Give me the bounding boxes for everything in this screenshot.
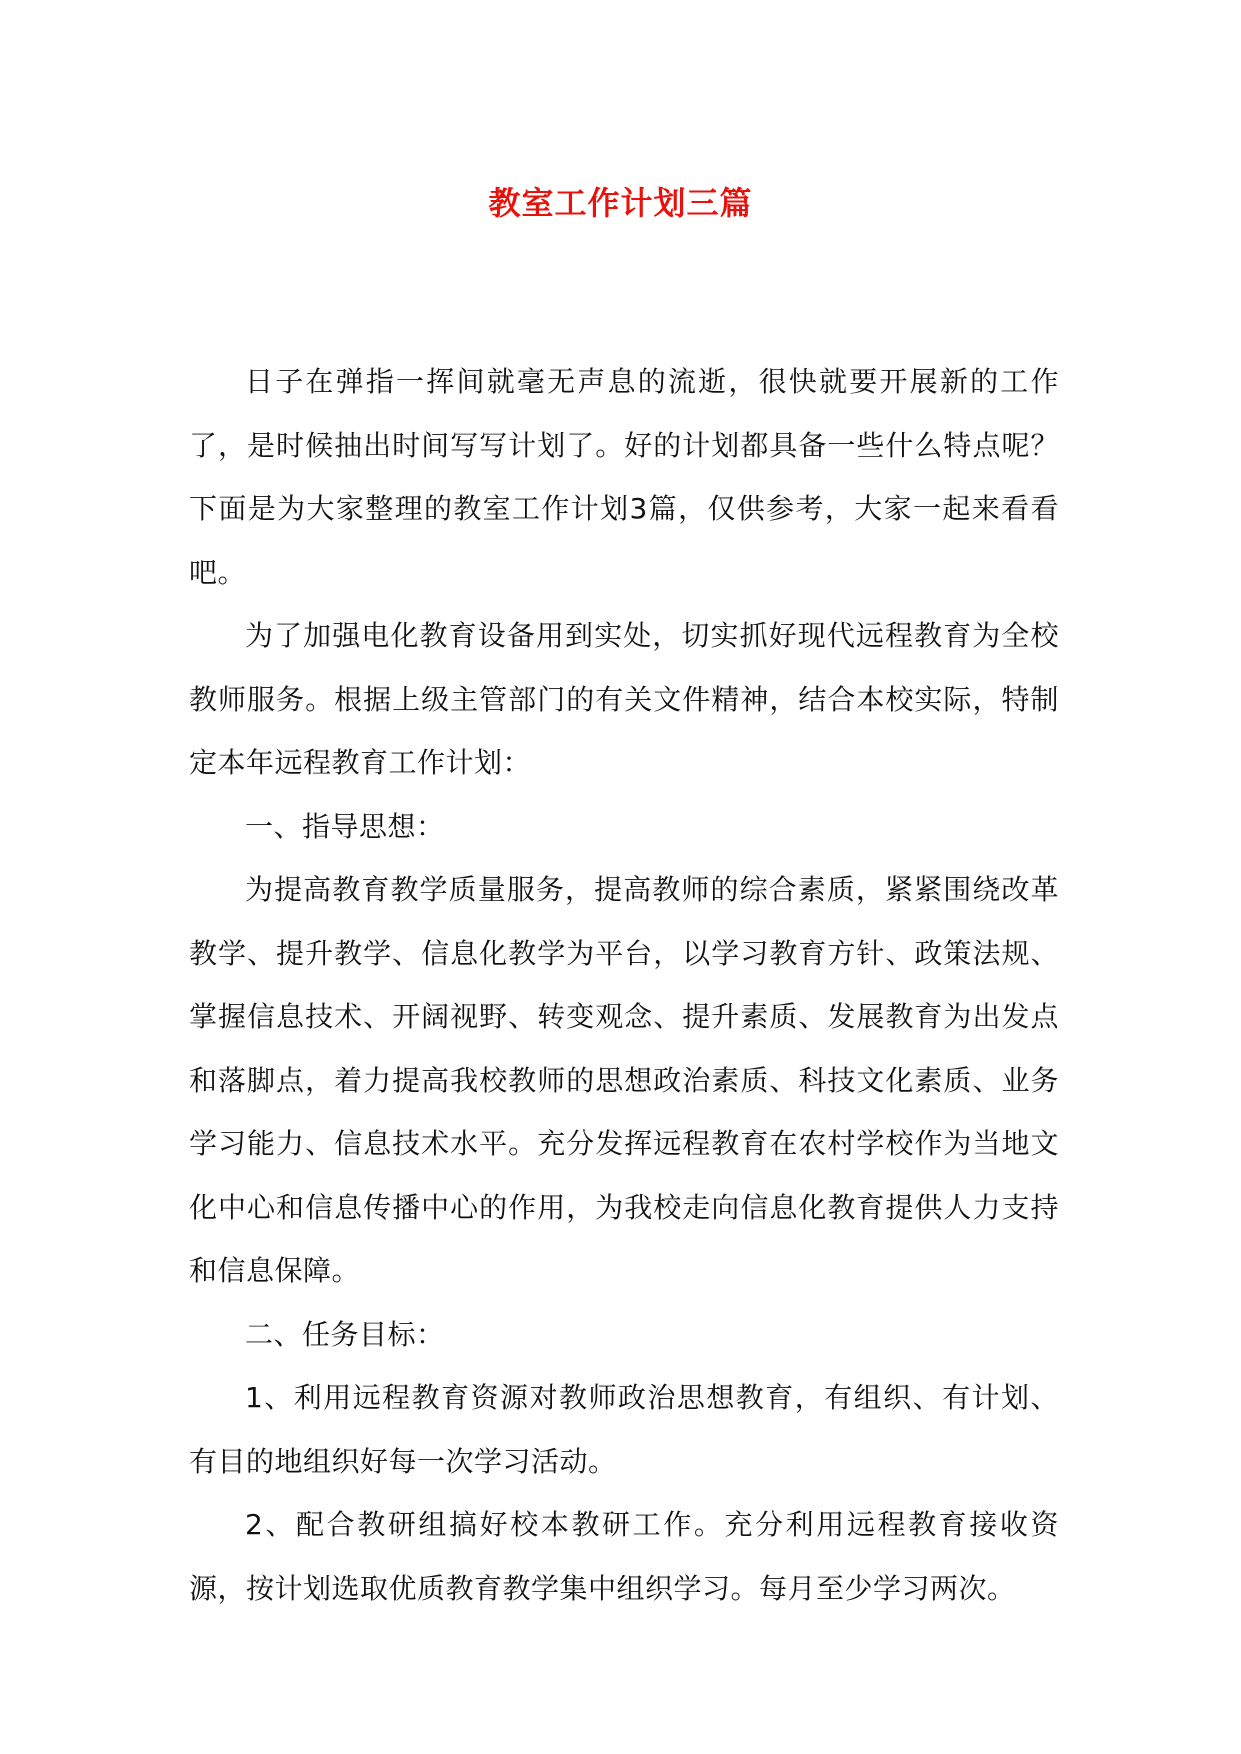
purpose-paragraph: 为了加强电化教育设备用到实处，切实抓好现代远程教育为全校教师服务。根据上级主管部门的有关文件精神，结合本校实际，特制定本年远程教育工作计划： bbox=[189, 619, 1059, 779]
document-body bbox=[189, 350, 1059, 1620]
document-title: 教室工作计划三篇 bbox=[488, 184, 753, 223]
guiding-ideology-paragraph: 为提高教育教学质量服务，提高教师的综合素质，紧紧围绕改革教学、提升教学、信息化教学为平台，以学习教育方针、政策法规、掌握信息技术、开阔视野、转变观念、提升素质、发展教育为出发点和落脚点，着力提高我校教师的思想政治素质、科技文化素质、业务学习能力、信息技术水平。充分发挥远程教育在农村学校作为当地文化中心和信息传播中心的作用，为我校走向信息化教育提供人力支持和信息保障。 bbox=[189, 873, 1059, 1287]
task-goal-item-2: 2、配合教研组搞好校本教研工作。充分利用远程教育接收资源，按计划选取优质教育教学集中组织学习。每月至少学习两次。 bbox=[189, 1508, 1059, 1605]
task-goal-item-1: 1、利用远程教育资源对教师政治思想教育，有组织、有计划、有目的地组织好每一次学习活动。 bbox=[189, 1381, 1059, 1478]
section-heading-task-goals: 二、任务目标： bbox=[245, 1317, 445, 1351]
section-heading-guiding-ideology: 一、指导思想： bbox=[245, 809, 445, 843]
intro-paragraph: 日子在弹指一挥间就毫无声息的流逝，很快就要开展新的工作了，是时候抽出时间写写计划了。好的计划都具备一些什么特点呢？下面是为大家整理的教室工作计划3篇，仅供参考，大家一起来看看吧。 bbox=[189, 365, 1059, 589]
